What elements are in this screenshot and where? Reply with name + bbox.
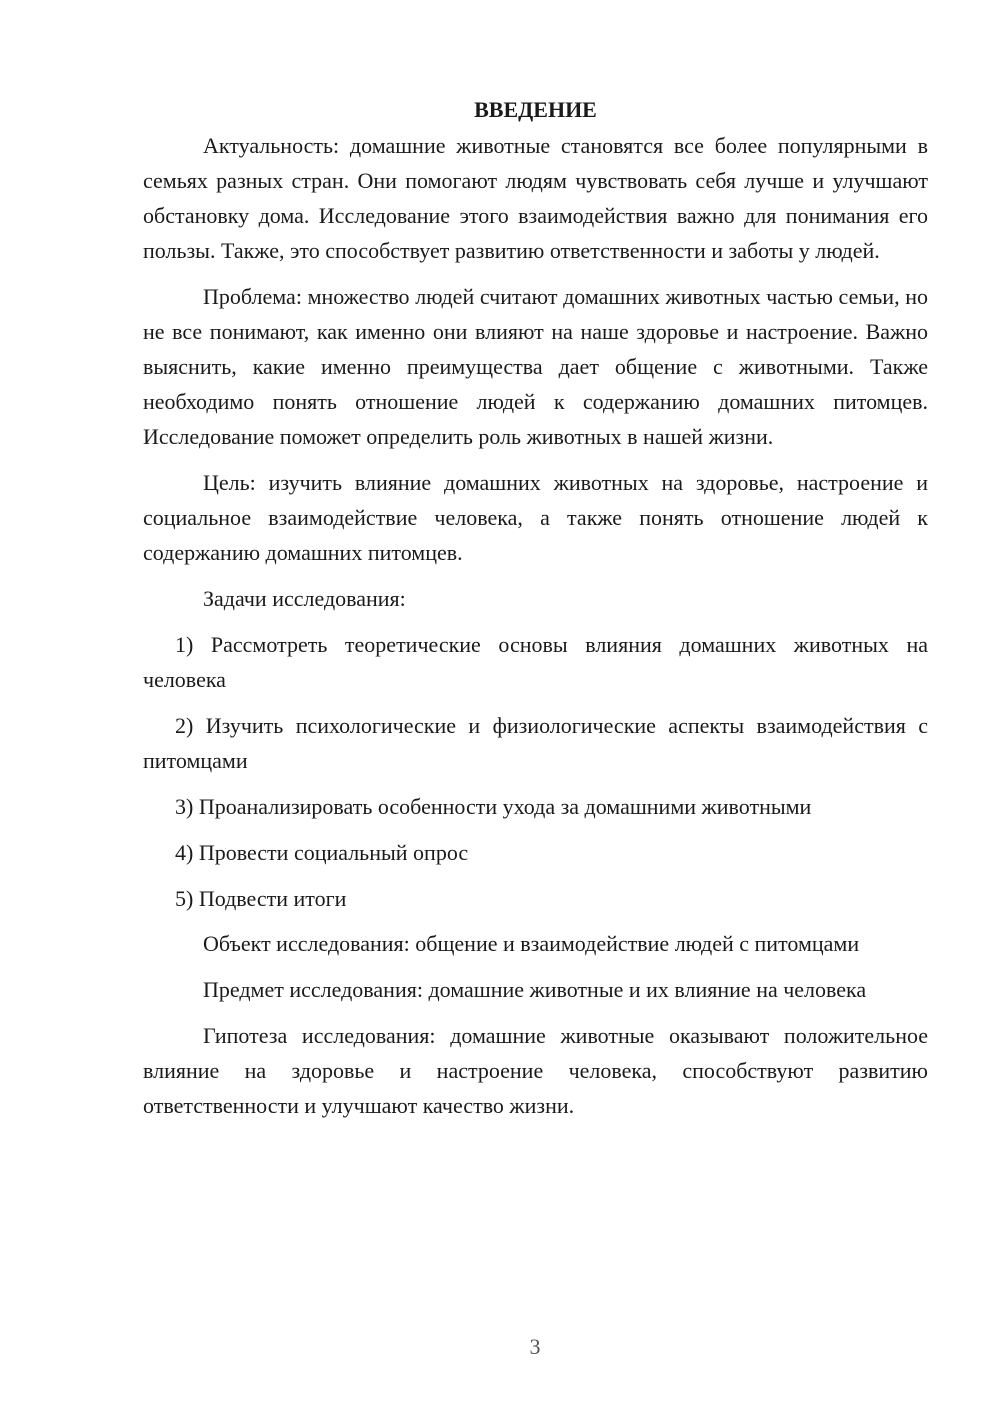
tasks-heading: Задачи исследования: xyxy=(203,586,406,611)
paragraph-object: Объект исследования: общение и взаимодействие людей с питомцами xyxy=(203,931,860,956)
task-item-1: 1) Рассмотреть теоретические основы влияния домашних животных на человека xyxy=(143,632,928,692)
task-item-5: 5) Подвести итоги xyxy=(175,886,347,911)
task-item-3: 3) Проанализировать особенности ухода за домашними животными xyxy=(175,794,812,819)
task-item-2: 2) Изучить психологические и физиологические аспекты взаимодействия с питомцами xyxy=(143,713,928,773)
paragraph-problem: Проблема: множество людей считают домашних животных частью семьи, но не все понимают, как именно они влияют на наше здоровье и настроение. Важно выяснить, какие именно преимущества дает общение с животными. Также необходимо понять отношение людей к содержанию домашних питомцев. Исследование поможет определить роль животных в нашей жизни. xyxy=(143,284,928,449)
page-number: 3 xyxy=(529,1334,541,1359)
paragraph-subject: Предмет исследования: домашние животные и их влияние на человека xyxy=(203,977,867,1002)
task-item-4: 4) Провести социальный опрос xyxy=(175,840,469,865)
section-title: ВВЕДЕНИЕ xyxy=(474,97,597,122)
paragraph-goal: Цель: изучить влияние домашних животных на здоровье, настроение и социальное взаимодействие человека, а также понять отношение людей к содержанию домашних питомцев. xyxy=(143,470,928,565)
paragraph-hypothesis: Гипотеза исследования: домашние животные оказывают положительное влияние на здоровье и настроение человека, способствуют развитию ответственности и улучшают качество жизни. xyxy=(143,1023,928,1118)
paragraph-relevance: Актуальность: домашние животные становятся все более популярными в семьях разных стран. Они помогают людям чувствовать себя лучше и улучшают обстановку дома. Исследование этого взаимодействия важно для понимания его пользы. Также, это способствует развитию ответственности и заботы у людей. xyxy=(143,133,928,263)
document-page xyxy=(143,92,928,1134)
